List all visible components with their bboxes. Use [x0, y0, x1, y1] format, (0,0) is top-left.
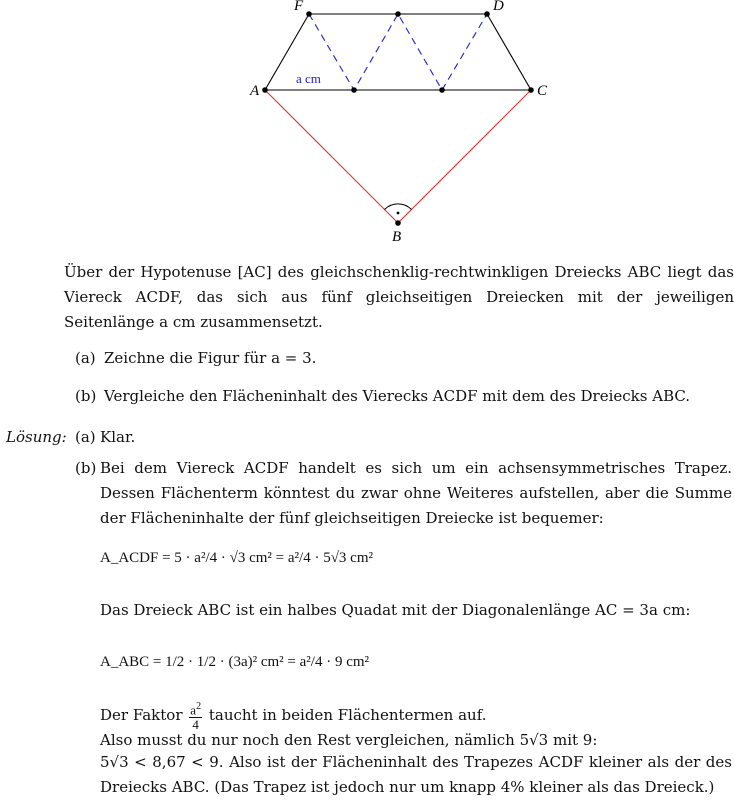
problem-b-marker: (b) — [75, 387, 97, 405]
solution-text-4: Also musst du nur noch den Rest vergleichen, nämlich 5√3 mit 9: — [100, 731, 598, 749]
solution-text-2: Das Dreieck ABC ist ein halbes Quadat mit der Diagonalenlänge AC = 3a cm: — [100, 601, 691, 619]
point-mid-top — [395, 11, 401, 17]
problem-a-marker: (a) — [75, 349, 96, 367]
label-D: D — [493, 0, 504, 14]
point-B — [395, 220, 401, 226]
solution-text-3b: taucht in beiden Flächentermen auf. — [208, 706, 487, 725]
formula-area-trapezoid: A_ACDF = 5 · a²/4 · √3 cm² = a²/4 · 5√3 cm² — [100, 550, 374, 566]
problem-intro: Über der Hypotenuse [AC] des gleichschenklig-rechtwinkligen Dreiecks ABC liegt das Viereck ACDF, das sich aus fünf gleichseitigen Dreiecken mit der jeweiligen Seitenlänge a cm zusammensetzt. — [64, 263, 734, 331]
solution-a-text: Klar. — [100, 428, 136, 446]
segment-AB — [265, 90, 398, 223]
point-mid-right — [439, 87, 445, 93]
solution-b-text: Bei dem Viereck ACDF handelt es sich um ein achsensymmetrisches Trapez. Dessen Flächenterm könntest du zwar ohne Weiteres aufstellen, aber die Summe der Flächeninhalte der fünf gleichseitigen Dreiecke ist bequemer: — [100, 459, 732, 527]
point-mid-left — [351, 87, 357, 93]
label-C: C — [537, 83, 548, 99]
factor-fraction: $\frac{a^2}{4}$ — [190, 701, 202, 733]
point-D — [484, 11, 490, 17]
zigzag-dashed — [309, 14, 487, 90]
solution-b-marker: (b) — [75, 459, 97, 477]
label-B: B — [392, 229, 402, 245]
solution-text-5: 5√3 < 8,67 < 9. Also ist der Flächeninhalt des Trapezes ACDF kleiner als der des Dreiecks ABC. (Das Trapez ist jedoch nur um knapp 4% kleiner als das Dreieck.) — [100, 753, 732, 796]
geometry-figure — [0, 0, 734, 250]
solution-text-3a: Der Faktor — [100, 706, 183, 725]
solution-a-marker: (a) — [75, 428, 96, 446]
right-angle-arc — [385, 204, 412, 210]
segment-BC — [398, 90, 531, 223]
problem-a-text: Zeichne die Figur für a = 3. — [104, 349, 317, 367]
segment-DC — [487, 14, 531, 90]
label-F: F — [294, 0, 304, 14]
solution-label: Lösung: — [6, 428, 67, 446]
point-A — [262, 87, 268, 93]
label-side-a: a cm — [296, 71, 321, 86]
problem-b-text: Vergleiche den Flächeninhalt des Vierecks ACDF mit dem des Dreiecks ABC. — [104, 387, 691, 405]
formula-area-triangle: A_ABC = 1/2 · 1/2 · (3a)² cm² = a²/4 · 9 cm² — [100, 654, 370, 670]
label-A: A — [250, 83, 260, 99]
point-F — [306, 11, 312, 17]
right-angle-dot — [397, 212, 400, 215]
point-C — [528, 87, 534, 93]
